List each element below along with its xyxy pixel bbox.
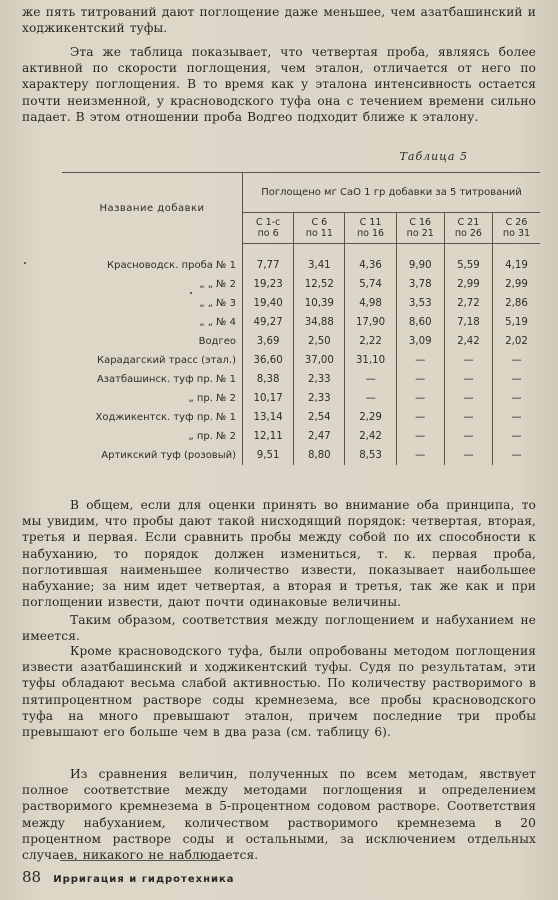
row-label: „ пр. № 2	[62, 389, 243, 408]
column-range-from: С 16	[409, 217, 432, 228]
table-cell: —	[396, 351, 444, 370]
absorption-table	[62, 172, 540, 465]
table-column-header	[294, 213, 345, 244]
table-row	[62, 408, 540, 427]
column-range-to: по 26	[454, 228, 482, 239]
column-range-from: С 26	[505, 217, 528, 228]
table-cell: 9,51	[243, 446, 294, 465]
table-cell: —	[396, 446, 444, 465]
paragraph-4: Таким образом, соответствия между поглощением и набуханием не имеется.	[22, 613, 536, 644]
row-label: „ пр. № 2	[62, 427, 243, 446]
paragraph-5: Кроме красноводского туфа, были опробованы методом поглощения извести азатбашинский и ходжикентский туфы. Судя по результатам, эти туфы обладают весьма слабой активностью. По количеству растворимого в пятипроцентном растворе соды кремнезема, все пробы красноводского туфа на много превышают эталон, причем последние три пробы превышают его больше чем в два раза (см. таблицу 6).	[22, 644, 536, 740]
table-row	[62, 294, 540, 313]
table-row	[62, 427, 540, 446]
table-cell: 8,60	[396, 313, 444, 332]
table-cell: 5,19	[493, 313, 541, 332]
table-column-header	[396, 213, 444, 244]
column-range-to: по 11	[305, 228, 333, 239]
table-cell: 13,14	[243, 408, 294, 427]
table-cell: 2,33	[294, 389, 345, 408]
table-cell: 10,39	[294, 294, 345, 313]
table-cell: 49,27	[243, 313, 294, 332]
table-caption: Таблица 5	[399, 150, 468, 163]
footer-rule	[60, 860, 220, 861]
row-label: „ „ № 3	[62, 294, 243, 313]
table-cell: 8,80	[294, 446, 345, 465]
table-cell: —	[493, 351, 541, 370]
table-cell: —	[444, 408, 492, 427]
table-cell: 37,00	[294, 351, 345, 370]
row-label: Артикский туф (розовый)	[62, 446, 243, 465]
table-cell: 36,60	[243, 351, 294, 370]
paragraph-3: В общем, если для оценки принять во внимание оба принципа, то мы увидим, что пробы дают такой нисходящий порядок: четвертая, вторая, третья и первая. Если сравнить пробы между собой по их способности к набуханию, то порядок должен измениться, т. к. первая проба, поглотившая наименьшее количество извести, показывает наибольшее набухание; за ним идет четвертая, а вторая и третья, так же как и при поглощении извести, дают почти одинаковые величины.	[22, 498, 536, 610]
table-cell: 17,90	[345, 313, 396, 332]
table-cell: 10,17	[243, 389, 294, 408]
table-cell: —	[493, 408, 541, 427]
table-cell: —	[444, 370, 492, 389]
table-cell: 12,52	[294, 275, 345, 294]
table-cell: 2,29	[345, 408, 396, 427]
table-cell: —	[396, 408, 444, 427]
table-column-header	[345, 213, 396, 244]
table-cell: 31,10	[345, 351, 396, 370]
table-header-group: Поглощено мг СаО 1 гр добавки за 5 титрований	[261, 187, 522, 198]
table-cell: 5,74	[345, 275, 396, 294]
table-cell: 4,36	[345, 244, 396, 276]
table-cell: 5,59	[444, 244, 492, 276]
row-label: Карадагский трасс (этал.)	[62, 351, 243, 370]
row-label: Водгео	[62, 332, 243, 351]
table-cell: 2,72	[444, 294, 492, 313]
table-cell: —	[345, 389, 396, 408]
row-label: Красноводск. проба № 1	[62, 244, 243, 276]
row-label: „ „ № 4	[62, 313, 243, 332]
table-cell: —	[444, 351, 492, 370]
table-cell: 3,09	[396, 332, 444, 351]
column-range-from: С 11	[359, 217, 382, 228]
row-label: „ „ № 2	[62, 275, 243, 294]
table-row	[62, 370, 540, 389]
paragraph-6: Из сравнения величин, полученных по всем методам, явствует полное соответствие между методами поглощения и определением растворимого кремнезема в 5-процентном содовом растворе. Соответствия между набуханием, количеством растворимого кремнезема в 20 процентном растворе соды и остальными, за исключением отдельных случаев, никакого не наблюдается.	[22, 767, 536, 863]
table-cell: 9,90	[396, 244, 444, 276]
table-cell: 3,41	[294, 244, 345, 276]
table-cell: —	[493, 427, 541, 446]
column-range-from: С 6	[311, 217, 328, 228]
table-cell: —	[396, 370, 444, 389]
table-cell: —	[396, 427, 444, 446]
table-cell: 2,99	[493, 275, 541, 294]
table-cell: 2,99	[444, 275, 492, 294]
table-cell: —	[493, 389, 541, 408]
column-range-from: С 1-с	[255, 217, 281, 228]
table-cell: 2,02	[493, 332, 541, 351]
table-cell: —	[345, 370, 396, 389]
table-header-name: Название добавки	[62, 173, 243, 244]
journal-title: Ирригация и гидротехника	[53, 874, 235, 885]
table-cell: 8,53	[345, 446, 396, 465]
table-cell: 4,98	[345, 294, 396, 313]
table-column-header	[243, 213, 294, 244]
table-row	[62, 332, 540, 351]
table-cell: 7,77	[243, 244, 294, 276]
row-label: Азатбашинск. туф пр. № 1	[62, 370, 243, 389]
table-cell: 2,50	[294, 332, 345, 351]
column-range-from: С 21	[457, 217, 480, 228]
table-row	[62, 389, 540, 408]
table-cell: 2,22	[345, 332, 396, 351]
table-cell: 19,23	[243, 275, 294, 294]
column-range-to: по 31	[502, 228, 531, 239]
column-range-to: по 21	[406, 228, 434, 239]
row-label: Ходжикентск. туф пр. № 1	[62, 408, 243, 427]
table-cell: —	[444, 446, 492, 465]
table-cell: —	[444, 389, 492, 408]
table-cell: 3,53	[396, 294, 444, 313]
table-cell: 12,11	[243, 427, 294, 446]
paragraph-1: же пять титрований дают поглощение даже меньшее, чем азатбашинский и ходжикентский туфы.	[22, 5, 536, 36]
table-cell: 2,33	[294, 370, 345, 389]
print-speck	[24, 262, 26, 264]
table-cell: —	[396, 389, 444, 408]
table-column-header	[493, 213, 541, 244]
table-row	[62, 313, 540, 332]
table-cell: 3,78	[396, 275, 444, 294]
table-row	[62, 275, 540, 294]
table-cell: 2,42	[444, 332, 492, 351]
table-cell: —	[444, 427, 492, 446]
table-cell: 2,86	[493, 294, 541, 313]
table-row	[62, 351, 540, 370]
table-body	[62, 244, 540, 466]
table-cell: —	[493, 370, 541, 389]
table-cell: 2,42	[345, 427, 396, 446]
table-cell: 2,47	[294, 427, 345, 446]
table-cell: 8,38	[243, 370, 294, 389]
table-cell: 19,40	[243, 294, 294, 313]
table-cell: 7,18	[444, 313, 492, 332]
page-number: 88	[22, 868, 42, 886]
column-range-to: по 16	[356, 228, 385, 239]
table-row	[62, 244, 540, 276]
table-cell: 3,69	[243, 332, 294, 351]
table-row	[62, 446, 540, 465]
table-cell: 4,19	[493, 244, 541, 276]
table-column-header	[444, 213, 492, 244]
table-cell: —	[493, 446, 541, 465]
page-footer	[22, 868, 235, 886]
table-cell: 2,54	[294, 408, 345, 427]
print-speck	[190, 292, 192, 294]
paragraph-2: Эта же таблица показывает, что четвертая проба, являясь более активной по скорости поглощения, чем эталон, отличается от него по характеру поглощения. В то время как у эталона интенсивность остается почти неизменной, у красноводского туфа она с течением времени сильно падает. В этом отношении проба Водгео подходит ближе к эталону.	[22, 45, 536, 124]
table-cell: 34,88	[294, 313, 345, 332]
column-range-to: по 6	[257, 228, 279, 239]
